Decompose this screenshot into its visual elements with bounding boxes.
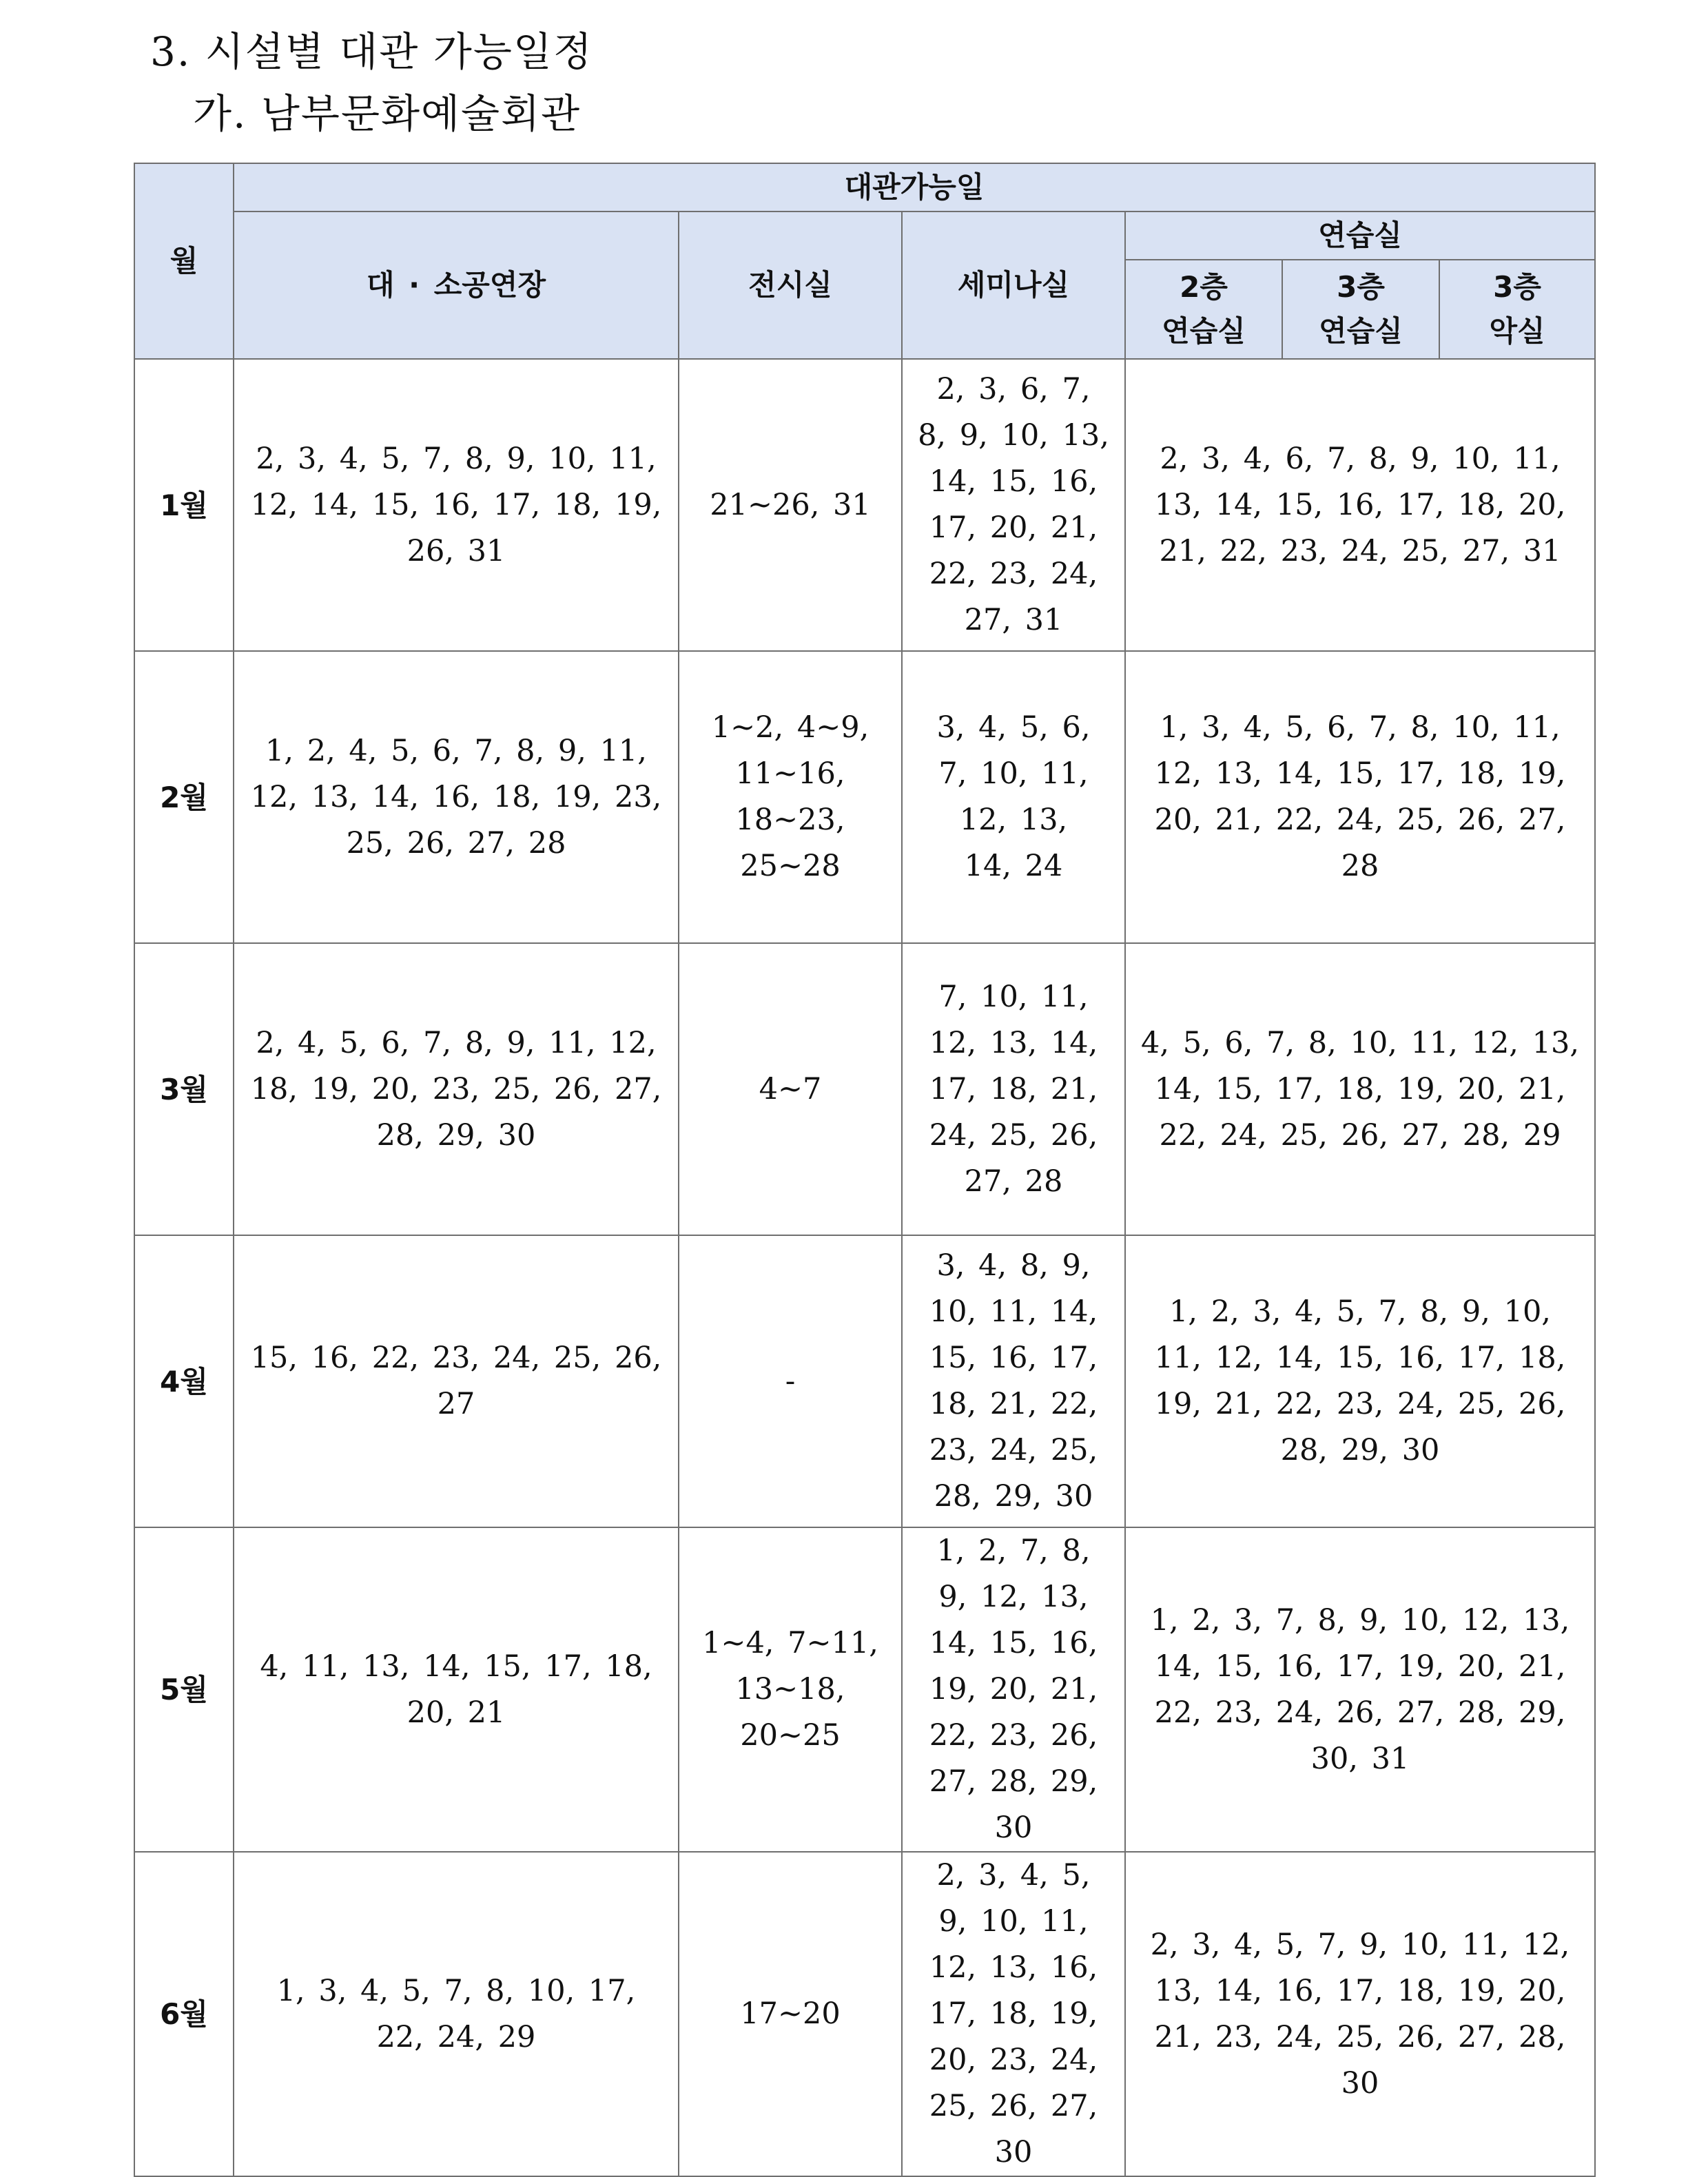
table-row <box>134 359 1595 651</box>
hall-days-cell: 15, 16, 22, 23, 24, 25, 26, 27 <box>234 1235 679 1527</box>
header-music-3f <box>1439 260 1595 359</box>
hall-days-cell: 2, 3, 4, 5, 7, 8, 9, 10, 11, 12, 14, 15, 16, 17, 18, 19, 26, 31 <box>234 359 679 651</box>
hall-days-cell: 1, 3, 4, 5, 7, 8, 10, 17, 22, 24, 29 <box>234 1852 679 2176</box>
seminar-days-cell: 7, 10, 11, 12, 13, 14, 17, 18, 21, 24, 25, 26, 27, 28 <box>902 943 1125 1235</box>
month-cell: 2월 <box>134 651 234 943</box>
rental-schedule-table <box>134 163 1596 2177</box>
month-cell: 6월 <box>134 1852 234 2176</box>
header-month: 월 <box>134 163 234 359</box>
header-hall: 대 · 소공연장 <box>234 211 679 359</box>
header-seminar: 세미나실 <box>902 211 1125 359</box>
seminar-days-cell: 1, 2, 7, 8, 9, 12, 13, 14, 15, 16, 19, 20, 21, 22, 23, 26, 27, 28, 29, 30 <box>902 1527 1125 1852</box>
seminar-days-cell: 2, 3, 4, 5, 9, 10, 11, 12, 13, 16, 17, 18, 19, 20, 23, 24, 25, 26, 27, 30 <box>902 1852 1125 2176</box>
seminar-days-cell: 3, 4, 8, 9, 10, 11, 14, 15, 16, 17, 18, 21, 22, 23, 24, 25, 28, 29, 30 <box>902 1235 1125 1527</box>
practice-days-cell: 1, 2, 3, 7, 8, 9, 10, 12, 13, 14, 15, 16, 17, 19, 20, 21, 22, 23, 24, 26, 27, 28, 29, 30, 31 <box>1125 1527 1595 1852</box>
month-cell: 5월 <box>134 1527 234 1852</box>
seminar-days-cell: 2, 3, 6, 7, 8, 9, 10, 13, 14, 15, 16, 17, 20, 21, 22, 23, 24, 27, 31 <box>902 359 1125 651</box>
exhibition-days-cell: 4~7 <box>679 943 902 1235</box>
header-practice-2f-line1: 2층 <box>1180 270 1228 304</box>
practice-days-cell: 2, 3, 4, 5, 7, 9, 10, 11, 12, 13, 14, 16, 17, 18, 19, 20, 21, 23, 24, 25, 26, 27, 28, 30 <box>1125 1852 1595 2176</box>
practice-days-cell: 1, 2, 3, 4, 5, 7, 8, 9, 10, 11, 12, 14, 15, 16, 17, 18, 19, 21, 22, 23, 24, 25, 26, 28, 29, 30 <box>1125 1235 1595 1527</box>
hall-days-cell: 4, 11, 13, 14, 15, 17, 18, 20, 21 <box>234 1527 679 1852</box>
hall-days-cell: 2, 4, 5, 6, 7, 8, 9, 11, 12, 18, 19, 20, 23, 25, 26, 27, 28, 29, 30 <box>234 943 679 1235</box>
section-title: 3. 시설별 대관 가능일정 <box>150 28 593 75</box>
header-music-3f-line1: 3층 <box>1493 270 1541 304</box>
subsection-title: 가. 남부문화예술회관 <box>193 90 582 137</box>
header-practice: 연습실 <box>1125 211 1595 260</box>
header-practice-2f-line2: 연습실 <box>1162 314 1246 348</box>
table-row <box>134 1235 1595 1527</box>
exhibition-days-cell: 1~4, 7~11, 13~18, 20~25 <box>679 1527 902 1852</box>
header-practice-2f <box>1125 260 1282 359</box>
exhibition-days-cell: 17~20 <box>679 1852 902 2176</box>
month-cell: 3월 <box>134 943 234 1235</box>
table-row <box>134 1527 1595 1852</box>
header-exhibition: 전시실 <box>679 211 902 359</box>
exhibition-days-cell: - <box>679 1235 902 1527</box>
header-practice-3f-line1: 3층 <box>1337 270 1385 304</box>
exhibition-days-cell: 1~2, 4~9, 11~16, 18~23, 25~28 <box>679 651 902 943</box>
seminar-days-cell: 3, 4, 5, 6, 7, 10, 11, 12, 13, 14, 24 <box>902 651 1125 943</box>
practice-days-cell: 1, 3, 4, 5, 6, 7, 8, 10, 11, 12, 13, 14, 15, 17, 18, 19, 20, 21, 22, 24, 25, 26, 27, 28 <box>1125 651 1595 943</box>
practice-days-cell: 4, 5, 6, 7, 8, 10, 11, 12, 13, 14, 15, 17, 18, 19, 20, 21, 22, 24, 25, 26, 27, 28, 29 <box>1125 943 1595 1235</box>
header-practice-3f <box>1282 260 1439 359</box>
table-row <box>134 651 1595 943</box>
header-music-3f-line2: 악실 <box>1489 314 1545 348</box>
table-row <box>134 1852 1595 2176</box>
table-row <box>134 943 1595 1235</box>
header-available-days: 대관가능일 <box>234 163 1595 211</box>
hall-days-cell: 1, 2, 4, 5, 6, 7, 8, 9, 11, 12, 13, 14, 16, 18, 19, 23, 25, 26, 27, 28 <box>234 651 679 943</box>
practice-days-cell: 2, 3, 4, 6, 7, 8, 9, 10, 11, 13, 14, 15, 16, 17, 18, 20, 21, 22, 23, 24, 25, 27, 31 <box>1125 359 1595 651</box>
header-practice-3f-line2: 연습실 <box>1319 314 1403 348</box>
month-cell: 4월 <box>134 1235 234 1527</box>
exhibition-days-cell: 21~26, 31 <box>679 359 902 651</box>
month-cell: 1월 <box>134 359 234 651</box>
